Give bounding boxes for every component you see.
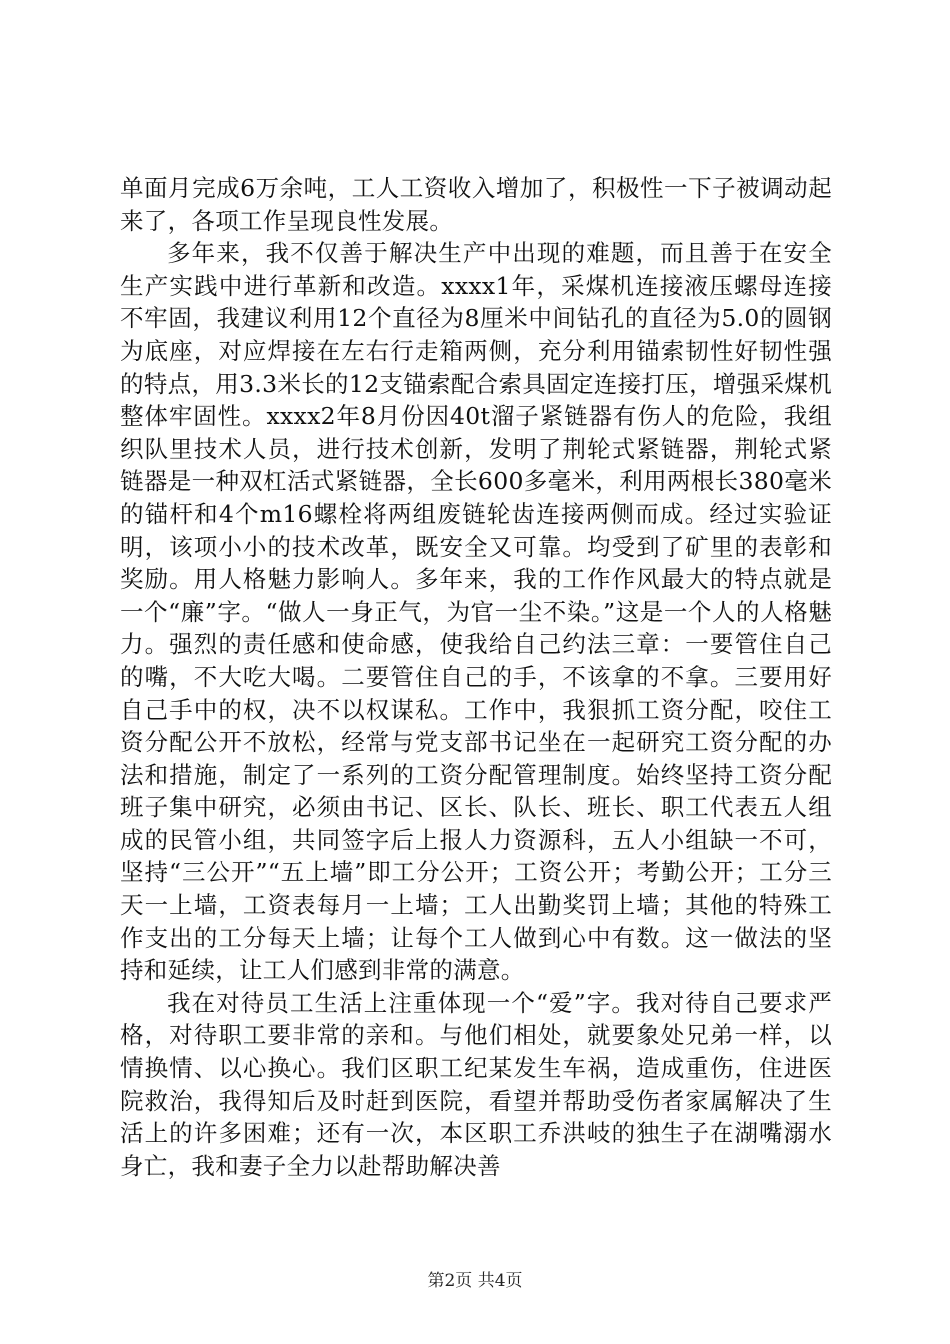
paragraph-3: 我在对待员工生活上注重体现一个“爱”字。我对待自己要求严格，对待职工要非常的亲和。与他们相处，就要象处兄弟一样，以情换情、以心换心。我们区职工纪某发生车祸，造成重伤，住进医院救治，我得知后及时赶到医院，看望并帮助受伤者家属解决了生活上的许多困难；还有一次，本区职工乔洪岐的独生子在湖嘴溺水身亡，我和妻子全力以赴帮助解决善 bbox=[120, 988, 832, 1180]
body-text bbox=[120, 172, 832, 1182]
page-footer: 第2页 共4页 bbox=[427, 1271, 523, 1291]
paragraph-1: 单面月完成6万余吨，工人工资收入增加了，积极性一下子被调动起来了，各项工作呈现良性发展。 bbox=[120, 174, 832, 235]
paragraph-2: 多年来，我不仅善于解决生产中出现的难题，而且善于在安全生产实践中进行革新和改造。xxxx1年，采煤机连接液压螺母连接不牢固，我建议利用12个直径为8厘米中间钻孔的直径为5.0的圆钢为底座，对应焊接在左右行走箱两侧，充分利用锚索韧性好韧性强的特点，用3.3米长的12支锚索配合索具固定连接打压，增强采煤机整体牢固性。xxxx2年8月份因40t溜子紧链器有伤人的危险，我组织队里技术人员，进行技术创新，发明了荆轮式紧链器，荆轮式紧链器是一种双杠活式紧链器，全长600多毫米，利用两根长380毫米的锚杆和4个m16螺栓将两组废链轮齿连接两侧而成。经过实验证明，该项小小的技术改革，既安全又可靠。均受到了矿里的表彰和奖励。用人格魅力影响人。多年来，我的工作作风最大的特点就是一个“廉”字。“做人一身正气，为官一尘不染。”这是一个人的人格魅力。强烈的责任感和使命感，使我给自己约法三章：一要管住自己的嘴，不大吃大喝。二要管住自己的手，不该拿的不拿。三要用好自己手中的权，决不以权谋私。工作中，我狠抓工资分配，咬住工资分配公开不放松，经常与党支部书记坐在一起研究工资分配的办法和措施，制定了一系列的工资分配管理制度。始终坚持工资分配班子集中研究，必须由书记、区长、队长、班长、职工代表五人组成的民管小组，共同签字后上报人力资源科，五人小组缺一不可，坚持“三公开”“五上墙”即工分公开；工资公开；考勤公开；工分三天一上墙，工资表每月一上墙；工人出勤奖罚上墙；其他的特殊工作支出的工分每天上墙；让每个工人做到心中有数。这一做法的坚持和延续，让工人们感到非常的满意。 bbox=[120, 239, 832, 985]
